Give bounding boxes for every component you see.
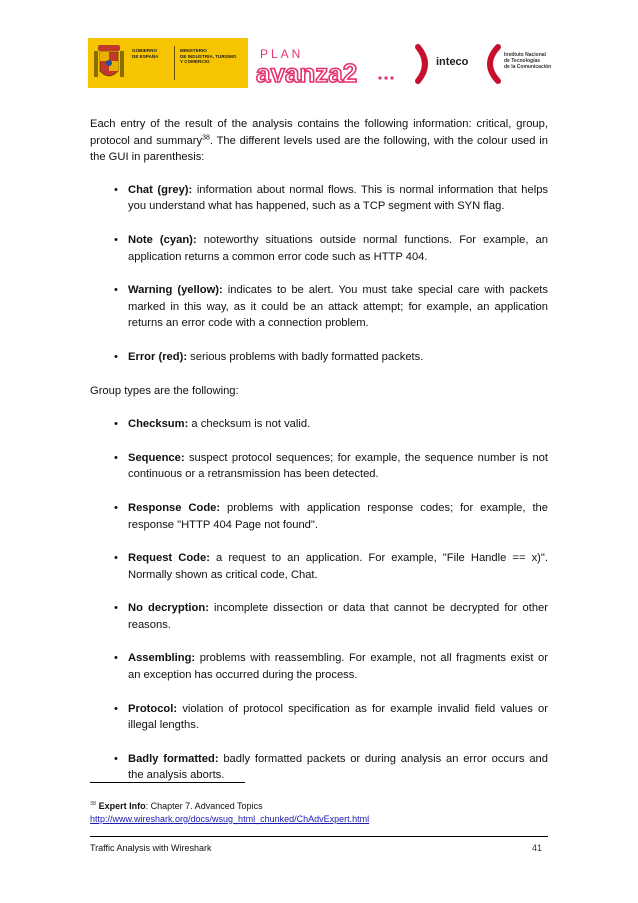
svg-text:PLAN: PLAN [260, 47, 304, 61]
level-term: Note (cyan): [128, 233, 197, 246]
logo-divider [174, 46, 175, 80]
inteco-logo [414, 44, 554, 88]
level-term: Chat (grey): [128, 183, 193, 196]
bullet-icon: • [114, 284, 118, 297]
group-description: problems with application response codes; for example, the response "HTTP 404 Page not found". [128, 501, 548, 531]
inteco-wordmark: inteco [436, 56, 469, 68]
svg-text:avanza2: avanza2 [256, 58, 358, 88]
list-item [90, 500, 548, 533]
level-description: noteworthy situations outside normal functions. For example, an application returns a common error code such as HTTP 404. [128, 233, 548, 263]
footnote-text: : Chapter 7. Advanced Topics [145, 801, 263, 811]
group-description: violation of protocol specification as for example invalid field values or illegal lengths. [128, 702, 548, 732]
footnote-reference: 38 [202, 133, 210, 141]
bullet-icon: • [114, 702, 118, 715]
level-description: indicates to be alert. You must take special care with packets marked in this way, as it could be an attack attempt; for example, an application returns an error code with a connection problem. [128, 284, 548, 330]
level-term: Error (red): [128, 350, 188, 363]
list-item [90, 701, 548, 734]
level-term: Warning (yellow): [128, 284, 223, 297]
ministerio-text: MINISTERIO DE INDUSTRIA, TURISMO Y COMERCIO [180, 48, 237, 64]
institute-bracket-icon [478, 44, 502, 84]
list-item [90, 650, 548, 683]
footer-title: Traffic Analysis with Wireshark [90, 843, 212, 853]
group-term: No decryption: [128, 602, 209, 615]
footnote [90, 800, 369, 826]
group-description: problems with reassembling. For example, not all fragments exist or an exception has occurred during the process. [128, 652, 548, 682]
group-intro: Group types are the following: [90, 384, 239, 397]
footnote-line [90, 800, 369, 813]
bullet-icon: • [114, 652, 118, 665]
intro-text-continued: . The different levels used are the following, with the colour used in the GUI in parenthesis: [90, 134, 549, 164]
footnote-divider [90, 782, 245, 783]
level-description: serious problems with badly formatted packets. [187, 350, 424, 363]
footnote-label: Expert Info [98, 801, 146, 811]
group-description: a checksum is not valid. [188, 418, 311, 431]
bullet-icon: • [114, 752, 118, 765]
inteco-bracket-icon [414, 44, 434, 84]
group-term: Assembling: [128, 652, 196, 665]
gobierno-text: GOBIERNO DE ESPAÑA [132, 48, 159, 59]
level-description: information about normal flows. This is normal information that helps you understand what has happened, such as a TCP segment with SYN flag. [128, 183, 549, 213]
intro-paragraph [90, 116, 548, 166]
bullet-icon: • [114, 418, 118, 431]
list-item [90, 450, 548, 483]
group-description: a request to an application. For example, "File Handle == x)". Normally shown as critical code, Chat. [128, 552, 548, 581]
gobierno-logo [88, 38, 248, 88]
group-term: Badly formatted: [128, 752, 219, 765]
group-term: Response Code: [128, 501, 221, 514]
bullet-icon: • [114, 451, 118, 464]
spain-crest-icon [94, 43, 124, 83]
header-logos [88, 38, 558, 94]
footnote-link-line [90, 813, 369, 826]
plan-avanza-icon [256, 42, 406, 90]
bullet-icon: • [114, 350, 118, 363]
list-item [90, 232, 548, 265]
group-term: Protocol: [128, 702, 178, 715]
list-item [90, 282, 548, 332]
intro-text: Each entry of the result of the analysis contains the following information: critical, group, protocol and summary [90, 118, 548, 147]
page-number: 41 [532, 843, 543, 853]
bullet-icon: • [114, 501, 118, 514]
list-item [90, 416, 548, 433]
list-item [90, 550, 548, 583]
group-description: incomplete dissection or data that cannot be decrypted for other reasons. [128, 602, 548, 631]
footnote-number: 38 [90, 801, 97, 807]
bullet-icon: • [114, 602, 118, 615]
group-term: Request Code: [128, 552, 210, 565]
group-description: badly formatted packets or during analysis an error occurs and the analysis aborts. [128, 752, 548, 782]
list-item [90, 349, 548, 366]
bullet-icon: • [114, 552, 118, 565]
plan-avanza-logo [256, 42, 406, 90]
groups-list [90, 416, 548, 784]
footer-divider [90, 836, 548, 837]
group-term: Checksum: [128, 418, 189, 431]
list-item [90, 751, 548, 784]
group-term: Sequence: [128, 451, 185, 464]
institute-name: Instituto Nacional de Tecnologías de la Comunicación [504, 52, 552, 71]
list-item [90, 600, 548, 633]
main-content [90, 116, 548, 784]
levels-list [90, 182, 548, 366]
group-description: suspect protocol sequences; for example, the sequence number is not continuous or a retransmission has been detected. [128, 451, 548, 481]
list-item [90, 182, 548, 215]
footnote-link[interactable]: http://www.wireshark.org/docs/wsug_html_chunked/ChAdvExpert.html [90, 814, 370, 824]
bullet-icon: • [114, 233, 118, 246]
bullet-icon: • [114, 183, 118, 196]
